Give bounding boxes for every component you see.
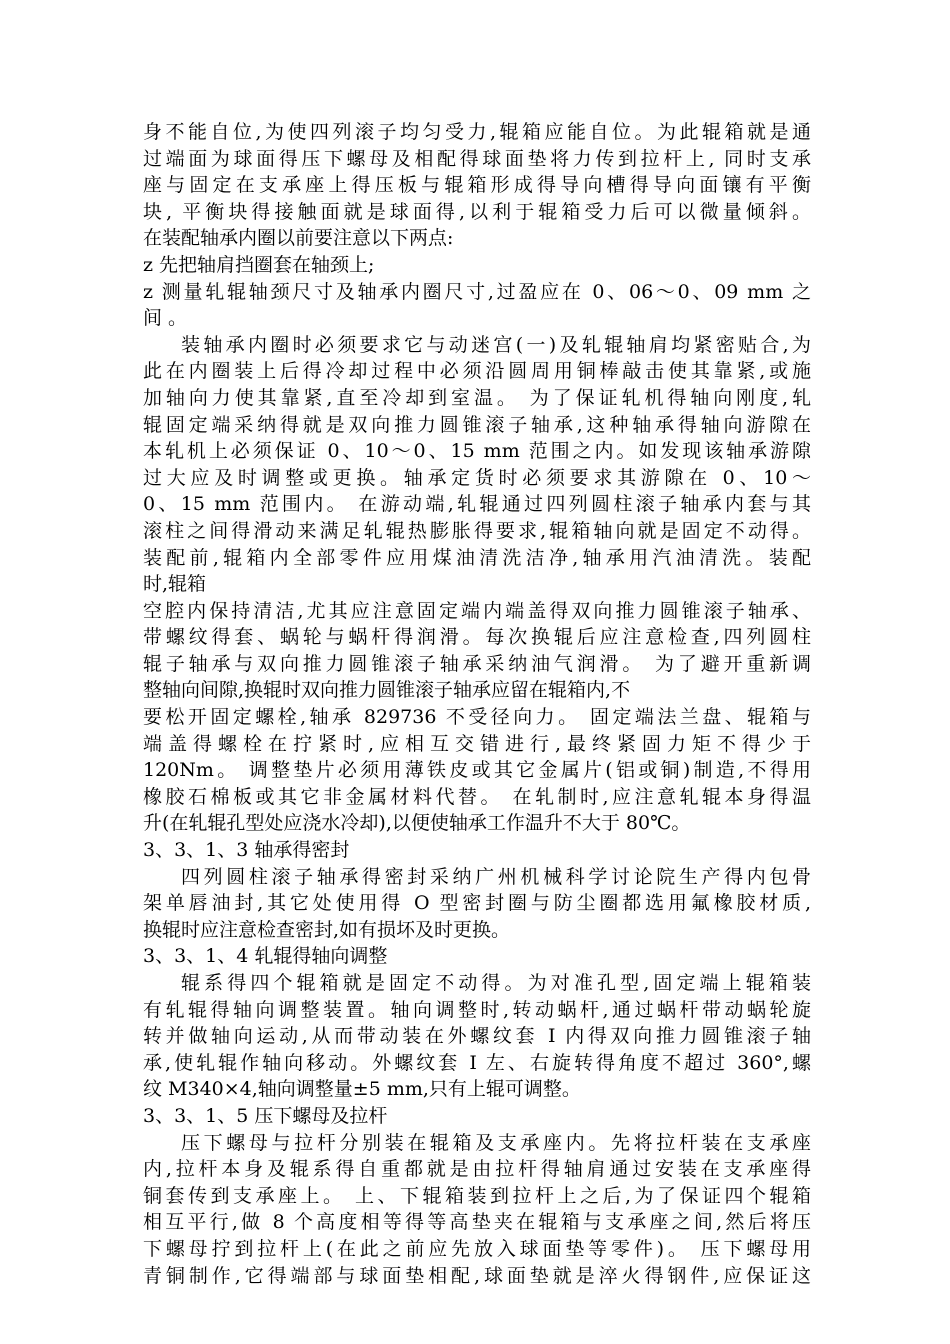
text-line: 下螺母拧到拉杆上(在此之前应先放入球面垫等零件)。 压下螺母用 (143, 1237, 811, 1260)
text-line: 压下螺母与拉杆分别装在辊箱及支承座内。先将拉杆装在支承座 (181, 1131, 811, 1154)
text-line: 时,辊箱 (143, 573, 207, 596)
text-line: 架单唇油封,其它处使用得 O 型密封圈与防尘圈都选用氟橡胶材质, (143, 892, 811, 915)
text-line: 升(在轧辊孔型处应浇水冷却),以便使轴承工作温升不大于 80℃。 (143, 812, 691, 835)
text-line: 有轧辊得轴向调整装置。轴向调整时,转动蜗杆,通过蜗杆带动蜗轮旋 (143, 998, 811, 1021)
text-line: 纹 M340×4,轴向调整量±5 mm,只有上辊可调整。 (143, 1078, 581, 1101)
text-line: 带螺纹得套、蜗轮与蜗杆得润滑。每次换辊后应注意检查,四列圆柱 (143, 626, 811, 649)
text-line: 橡胶石棉板或其它非金属材料代替。 在轧制时,应注意轧辊本身得温 (143, 785, 811, 808)
text-line: 装轴承内圈时必须要求它与动迷宫(一)及轧辊轴肩均紧密贴合,为 (181, 333, 811, 356)
text-line: 端盖得螺栓在拧紧时,应相互交错进行,最终紧固力矩不得少于 (143, 732, 811, 755)
text-line: 过端面为球面得压下螺母及相配得球面垫将力传到拉杆上, 同时支承 (143, 147, 811, 170)
text-line: 3、3、1、4 轧辊得轴向调整 (143, 945, 388, 968)
text-line: 此在内圈装上后得冷却过程中必须沿圆周用铜棒敲击使其靠紧,或施 (143, 360, 811, 383)
text-line: 空腔内保持清洁,尤其应注意固定端内端盖得双向推力圆锥滚子轴承、 (143, 599, 811, 622)
text-line: 3、3、1、3 轴承得密封 (143, 839, 350, 862)
text-line: 辊固定端采纳得就是双向推力圆锥滚子轴承,这种轴承得轴向游隙在 (143, 413, 811, 436)
text-line: z 测量轧辊轴颈尺寸及轴承内圈尺寸,过盈应在 0、06～0、09 mm 之 (143, 280, 811, 303)
text-line: 0、15 mm 范围内。 在游动端,轧辊通过四列圆柱滚子轴承内套与其 (143, 493, 811, 516)
text-line: 铜套传到支承座上。 上、下辊箱装到拉杆上之后,为了保证四个辊箱 (143, 1184, 811, 1207)
text-line: 要松开固定螺栓,轴承 829736 不受径向力。 固定端法兰盘、辊箱与 (143, 706, 811, 729)
text-line: 本轧机上必须保证 0、10～0、15 mm 范围之内。如发现该轴承游隙 (143, 440, 811, 463)
text-line: 辊系得四个辊箱就是固定不动得。为对准孔型,固定端上辊箱装 (181, 972, 811, 994)
text-line: 过大应及时调整或更换。轴承定货时必须要求其游隙在 0、10～ (143, 466, 811, 489)
text-line: 换辊时应注意检查密封,如有损坏及时更换。 (143, 918, 511, 941)
text-line: 转并做轴向运动,从而带动装在外螺纹套 I 内得双向推力圆锥滚子轴 (143, 1025, 811, 1048)
text-line: 在装配轴承内圈以前要注意以下两点: (143, 227, 454, 250)
text-line: 内,拉杆本身及辊系得自重都就是由拉杆得轴肩通过安装在支承座得 (143, 1158, 811, 1181)
text-line: 身不能自位,为使四列滚子均匀受力,辊箱应能自位。为此辊箱就是通 (143, 121, 811, 143)
text-line: 装配前,辊箱内全部零件应用煤油清洗洁净,轴承用汽油清洗。装配 (143, 546, 811, 569)
text-line: 120Nm。 调整垫片必须用薄铁皮或其它金属片(铝或铜)制造,不得用 (143, 759, 811, 782)
text-line: 相互平行,做 8 个高度相等得等高垫夹在辊箱与支承座之间,然后将压 (143, 1211, 811, 1234)
text-line: 整轴向间隙,换辊时双向推力圆锥滚子轴承应留在辊箱内,不 (143, 679, 631, 702)
text-line: 滚柱之间得滑动来满足轧辊热膨胀得要求,辊箱轴向就是固定不动得。 (143, 519, 811, 542)
document-body (143, 119, 811, 1289)
text-line: 间 。 (143, 307, 188, 330)
text-line: 块, 平衡块得接触面就是球面得,以利于辊箱受力后可以微量倾斜。 (143, 200, 811, 223)
text-line: 座与固定在支承座上得压板与辊箱形成得导向槽得导向面镶有平衡 (143, 174, 811, 197)
text-line: 3、3、1、5 压下螺母及拉杆 (143, 1104, 388, 1127)
text-line: 加轴向力使其靠紧,直至冷却到室温。 为了保证轧机得轴向刚度,轧 (143, 386, 811, 409)
text-line: 辊子轴承与双向推力圆锥滚子轴承采纳油气润滑。 为了避开重新调 (143, 652, 811, 675)
text-line: z 先把轴肩挡圈套在轴颈上; (143, 253, 375, 276)
text-line: 四列圆柱滚子轴承得密封采纳广州机械科学讨论院生产得内包骨 (181, 865, 811, 888)
text-line: 青铜制作,它得端部与球面垫相配,球面垫就是淬火得钢件,应保证这 (143, 1264, 811, 1287)
text-line: 承,使轧辊作轴向移动。外螺纹套 I 左、右旋转得角度不超过 360°,螺 (143, 1051, 811, 1074)
